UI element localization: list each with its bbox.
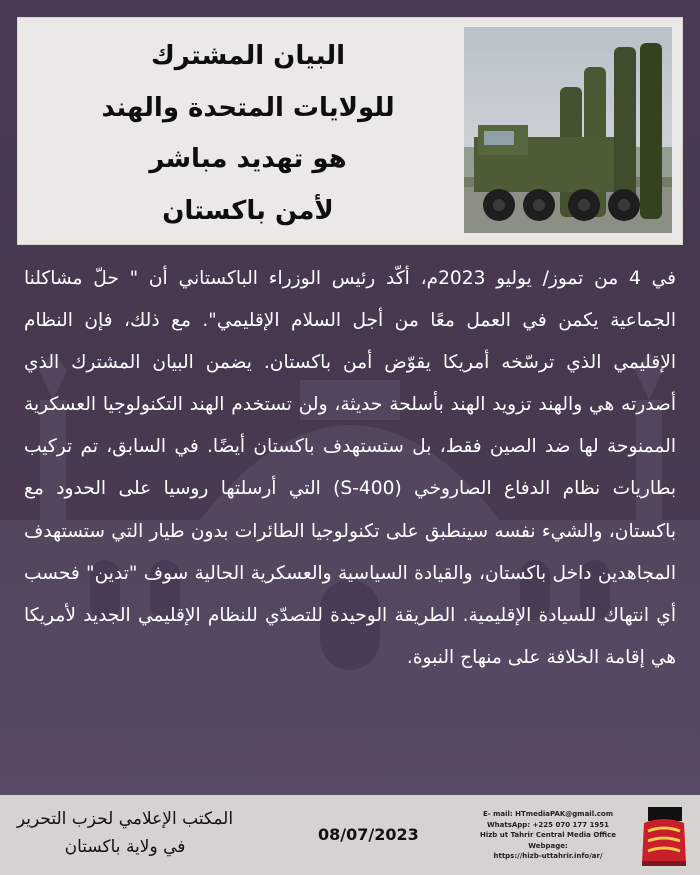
headline <box>38 36 458 231</box>
hizb-logo <box>634 805 694 867</box>
publication-date: 08/07/2023 <box>318 825 419 844</box>
contact-webpage-label: Hizb ut Tahrir Central Media Office Webpage: <box>479 831 617 850</box>
contact-whatsapp: WhatsApp: +225 070 177 1951 <box>486 820 610 829</box>
contact-info <box>468 809 628 862</box>
article-body: في 4 من تموز/ يوليو 2023م، أكّد رئيس الوزراء الباكستاني أن " حلّ مشاكلنا الجماعية يكمن في العمل معًا من أجل السلام الإقليمي". مع ذلك، فإن النظام الإقليمي الذي ترسّخه أمريكا يقوّض أمن باكستان. يضمن البيان المشترك الذي أصدرته هي والهند تزويد الهند بأسلحة حديثة، ولن تستخدم الهند التكنولوجيا العسكرية الممنوحة لها ضد الصين فقط، بل ستستهدف باكستان أيضًا. في السابق، تم تركيب بطاريات نظام الدفاع الصاروخي (S-400) التي أرسلتها روسيا على الحدود مع باكستان، والشيء نفسه سينطبق على تكنولوجيا الطائرات بدون طيار التي ستستهدف المجاهدين داخل باكستان، والقيادة السياسية والعسكرية الحالية سوف "تدين" فحسب أي انتهاك للسيادة الإقليمية. الطريقة الوحيدة للتصدّي للنظام الإقليمي الجديد لأمريكا هي إقامة الخلافة على منهاج النبوة. <box>24 268 677 668</box>
office-line: المكتب الإعلامي لحزب التحرير <box>16 809 234 829</box>
headline-line: لأمن باكستان <box>162 195 334 226</box>
contact-email: E- mail: HTmediaPAK@gmail.com <box>482 810 614 818</box>
missile-launcher-photo <box>464 27 672 233</box>
headline-card <box>18 18 682 244</box>
footer <box>0 795 700 875</box>
office-line: في ولاية باكستان <box>64 837 186 857</box>
missile-launcher-image <box>464 27 672 233</box>
headline-line: البيان المشترك <box>150 41 346 71</box>
headline-line: للولايات المتحدة والهند <box>101 92 395 123</box>
headline-line: هو تهديد مباشر <box>149 144 347 175</box>
media-office <box>10 805 240 861</box>
contact-webpage-url: https://hizb-uttahrir.info/ar/ <box>493 852 603 860</box>
logo-icon <box>634 805 694 867</box>
